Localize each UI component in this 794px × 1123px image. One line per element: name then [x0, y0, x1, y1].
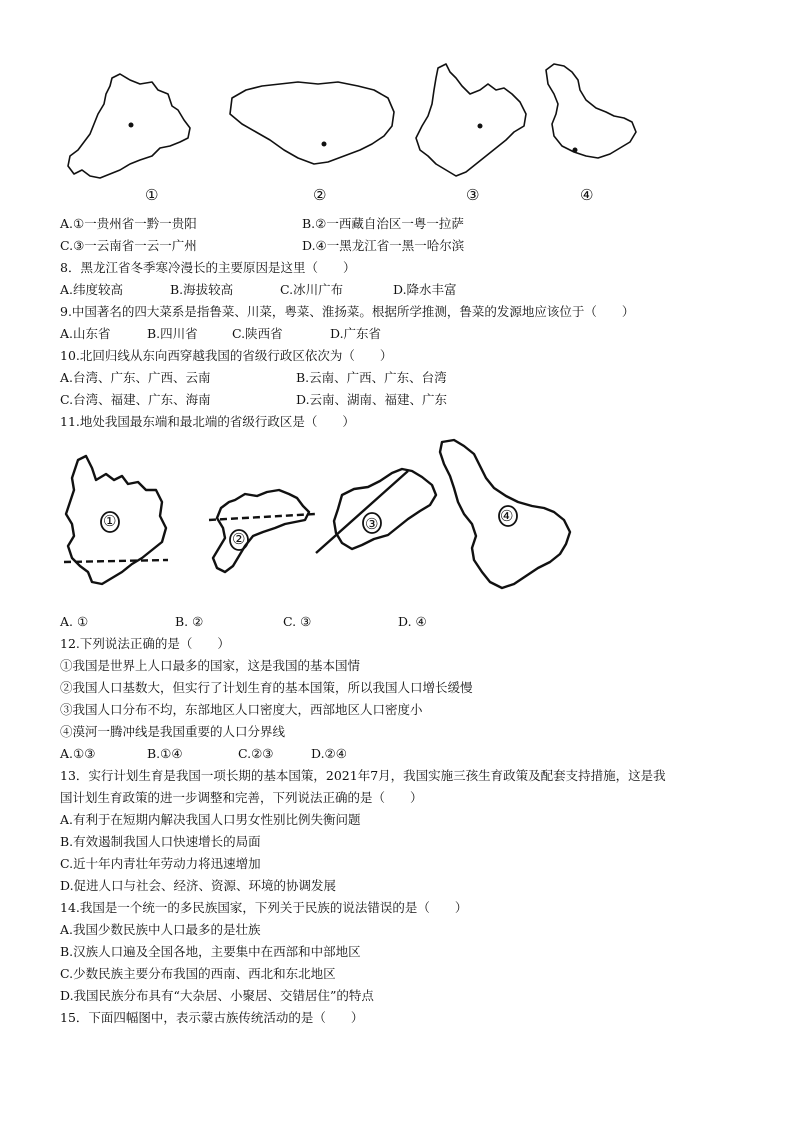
- map-tibet-outline: [222, 78, 402, 168]
- q9-stem: 9.中国著名的四大菜系是指鲁菜、川菜，粤菜、淮扬菜。根据所学推测，鲁菜的发源地应该位于（ ）: [60, 304, 635, 319]
- q14-option-d[interactable]: D.我国民族分布具有“大杂居、小聚居、交错居住”的特点: [60, 988, 374, 1003]
- q11-map-label-2: ②: [232, 530, 246, 548]
- map-label-2: ②: [313, 186, 327, 204]
- q14-option-a[interactable]: A.我国少数民族中人口最多的是壮族: [60, 922, 261, 937]
- map-label-4: ④: [580, 186, 594, 204]
- q10-option-d[interactable]: D.云南、湖南、福建、广东: [296, 392, 448, 407]
- map-q11-guangdong: [205, 488, 320, 580]
- q10-option-c[interactable]: C.台湾、福建、广东、海南: [60, 392, 211, 407]
- q8-option-c[interactable]: C.冰川广布: [280, 282, 344, 297]
- q12-option-b[interactable]: B.①④: [147, 746, 183, 761]
- q8-stem: 8．黑龙江省冬季寒冷漫长的主要原因是这里（ ）: [60, 260, 356, 275]
- q15-stem: 15．下面四幅图中，表示蒙古族传统活动的是（ ）: [60, 1010, 364, 1025]
- q13-option-a[interactable]: A.有利于在短期内解决我国人口男女性别比例失衡问题: [60, 812, 361, 827]
- q14-option-b[interactable]: B.汉族人口遍及全国各地，主要集中在西部和中部地区: [60, 944, 361, 959]
- q12-statement-1: ①我国是世界上人口最多的国家，这是我国的基本国情: [60, 658, 361, 673]
- q7-option-c[interactable]: C.③一云南省一云一广州: [60, 238, 197, 253]
- q13-stem-line-2: 国计划生育政策的进一步调整和完善，下列说法正确的是（ ）: [60, 790, 423, 805]
- q11-option-a[interactable]: A. ①: [60, 614, 89, 629]
- q9-option-d[interactable]: D.广东省: [330, 326, 382, 341]
- q12-option-a[interactable]: A.①③: [60, 746, 96, 761]
- map-q11-yunnan: [62, 450, 177, 600]
- q12-option-c[interactable]: C.②③: [238, 746, 274, 761]
- q13-option-d[interactable]: D.促进人口与社会、经济、资源、环境的协调发展: [60, 878, 337, 893]
- q12-statement-2: ②我国人口基数大，但实行了计划生育的基本国策，所以我国人口增长缓慢: [60, 680, 473, 695]
- q12-stem: 12.下列说法正确的是（ ）: [60, 636, 230, 651]
- q8-option-d[interactable]: D.降水丰富: [393, 282, 457, 297]
- q11-option-d[interactable]: D. ④: [398, 614, 427, 629]
- q14-stem: 14.我国是一个统一的多民族国家，下列关于民族的说法错误的是（ ）: [60, 900, 468, 915]
- q11-map-label-4: ④: [500, 507, 514, 525]
- q9-option-c[interactable]: C.陕西省: [232, 326, 283, 341]
- q14-option-c[interactable]: C.少数民族主要分布我国的西南、西北和东北地区: [60, 966, 336, 981]
- map-label-1: ①: [145, 186, 159, 204]
- q13-option-c[interactable]: C.近十年内青壮年劳动力将迅速增加: [60, 856, 261, 871]
- q12-option-d[interactable]: D.②④: [311, 746, 347, 761]
- q13-stem-line-1: 13．实行计划生育是我国一项长期的基本国策，2021年7月，我国实施三孩生育政策及配套支持措施，这是我: [60, 768, 666, 783]
- q11-option-b[interactable]: B. ②: [175, 614, 204, 629]
- q12-statement-4: ④漠河一腾冲线是我国重要的人口分界线: [60, 724, 286, 739]
- q7-option-a[interactable]: A.①一贵州省一黔一贵阳: [60, 216, 197, 231]
- q11-map-label-1: ①: [103, 512, 117, 530]
- map-yunnan-outline: [410, 60, 535, 185]
- q9-option-a[interactable]: A.山东省: [60, 326, 111, 341]
- q13-option-b[interactable]: B.有效遏制我国人口快速增长的局面: [60, 834, 261, 849]
- q8-option-a[interactable]: A.纬度较高: [60, 282, 124, 297]
- q9-option-b[interactable]: B.四川省: [147, 326, 198, 341]
- q11-stem: 11.地处我国最东端和最北端的省级行政区是（ ）: [60, 414, 355, 429]
- q10-option-a[interactable]: A.台湾、广东、广西、云南: [60, 370, 211, 385]
- map-q11-shandong: [312, 465, 447, 565]
- q12-statement-3: ③我国人口分布不均，东部地区人口密度大，西部地区人口密度小: [60, 702, 423, 717]
- map-label-3: ③: [466, 186, 480, 204]
- map-guangdong-outline: [60, 70, 210, 185]
- q7-option-b[interactable]: B.②一西藏自治区一粤一拉萨: [302, 216, 464, 231]
- q7-option-d[interactable]: D.④一黑龙江省一黑一哈尔滨: [302, 238, 465, 253]
- map-heilongjiang-outline: [540, 60, 640, 165]
- q11-option-c[interactable]: C. ③: [283, 614, 312, 629]
- q8-option-b[interactable]: B.海拔较高: [170, 282, 234, 297]
- q11-map-label-3: ③: [365, 515, 379, 533]
- q10-stem: 10.北回归线从东向西穿越我国的省级行政区依次为（ ）: [60, 348, 393, 363]
- q10-option-b[interactable]: B.云南、广西、广东、台湾: [296, 370, 447, 385]
